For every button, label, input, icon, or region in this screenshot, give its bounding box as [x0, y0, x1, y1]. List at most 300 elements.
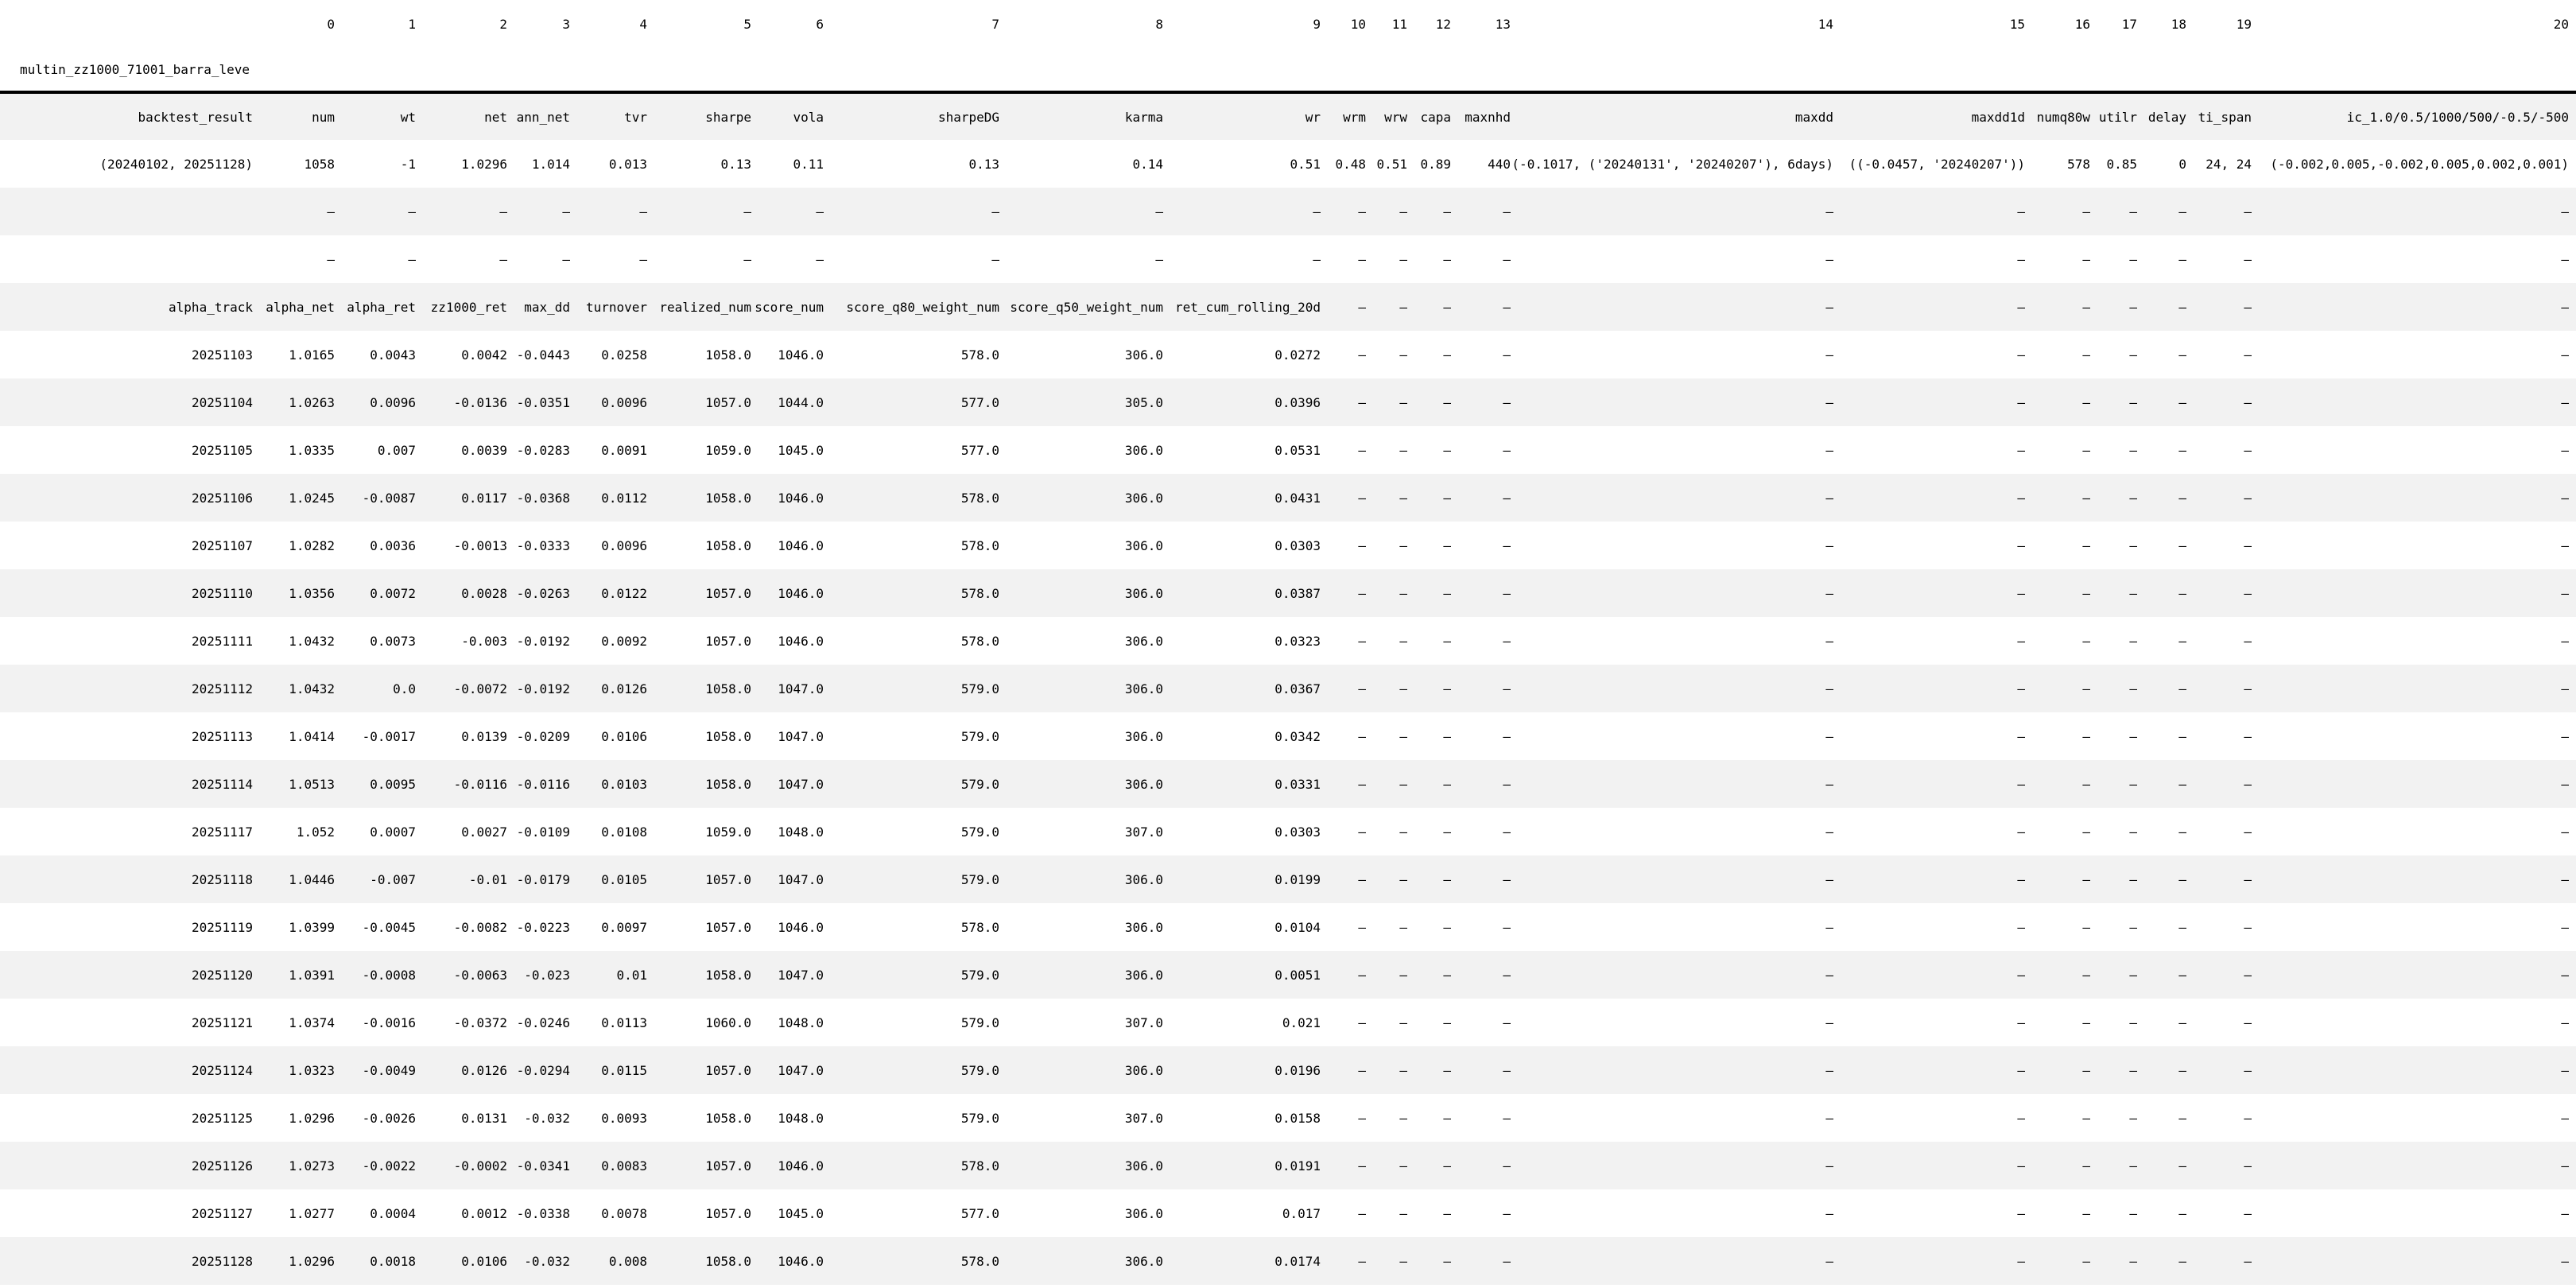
- table-cell: -0.0049: [335, 1046, 416, 1094]
- table-cell: —: [1366, 760, 1407, 808]
- table-cell: vola: [751, 92, 824, 140]
- table-cell: —: [2090, 188, 2137, 235]
- table-cell: —: [2252, 665, 2576, 712]
- table-cell: 0.007: [377, 442, 416, 458]
- row-index-cell: 20251117: [191, 824, 253, 840]
- column-number: 13: [1495, 16, 1511, 32]
- table-cell: —: [1833, 188, 2025, 235]
- table-cell: —: [2082, 347, 2090, 363]
- table-cell: —: [1443, 1110, 1451, 1126]
- table-cell: capa: [1407, 92, 1451, 140]
- table-cell: 0.0196: [1163, 1046, 1321, 1094]
- table-cell: 0.0004: [370, 1205, 416, 1221]
- table-cell: -0.0192: [507, 665, 570, 712]
- table-cell: -0.007: [335, 855, 416, 903]
- table-cell: 306.0: [1124, 728, 1163, 744]
- table-cell: 0.0367: [1163, 665, 1321, 712]
- table-cell: —: [2244, 251, 2252, 267]
- table-cell: —: [2561, 347, 2569, 363]
- row-index-cell: 20251126: [0, 1142, 253, 1189]
- table-cell: —: [2178, 347, 2186, 363]
- table-cell: 0.89: [1420, 156, 1451, 172]
- table-cell: —: [1511, 951, 1833, 999]
- table-cell: —: [2186, 1142, 2252, 1189]
- table-cell: 0.01: [570, 951, 647, 999]
- table-cell: —: [1321, 951, 1366, 999]
- table-cell: wr: [1163, 92, 1321, 140]
- table-cell: 0.0095: [335, 760, 416, 808]
- table-cell: —: [2178, 1205, 2186, 1221]
- table-cell: —: [2178, 1110, 2186, 1126]
- table-cell: —: [2186, 760, 2252, 808]
- table-cell: —: [2017, 919, 2025, 935]
- table-cell: —: [253, 188, 335, 235]
- table-cell: —: [2178, 537, 2186, 553]
- table-cell: —: [2090, 855, 2137, 903]
- table-row: [0, 378, 2576, 426]
- table-cell: wt: [335, 92, 416, 140]
- table-cell: —: [816, 251, 824, 267]
- table-cell: -0.0294: [507, 1046, 570, 1094]
- table-cell: —: [2025, 1142, 2090, 1189]
- table-cell: —: [1503, 347, 1511, 363]
- table-cell: —: [2129, 1014, 2137, 1030]
- table-cell: —: [2017, 347, 2025, 363]
- table-cell: -0.0372: [453, 1014, 507, 1030]
- table-cell: —: [1511, 188, 1833, 235]
- table-cell: (-0.002,0.005,-0.002,0.005,0.002,0.001): [2270, 156, 2569, 172]
- table-cell: —: [1511, 1237, 1833, 1285]
- column-number: 15: [2009, 16, 2025, 32]
- table-cell: 0.48: [1335, 156, 1366, 172]
- table-cell: —: [2252, 569, 2576, 617]
- table-cell: 0.0027: [461, 824, 507, 840]
- table-cell: —: [2090, 665, 2137, 712]
- table-cell: —: [1825, 1205, 1833, 1221]
- table-cell: —: [1511, 474, 1833, 522]
- table-cell: —: [1399, 537, 1407, 553]
- table-cell: —: [1399, 633, 1407, 649]
- table-cell: —: [1399, 1205, 1407, 1221]
- table-cell: —: [1833, 665, 2025, 712]
- column-number: 12: [1435, 16, 1451, 32]
- table-cell: —: [2025, 188, 2090, 235]
- table-cell: —: [1511, 760, 1833, 808]
- table-cell: —: [1503, 633, 1511, 649]
- table-cell: —: [1366, 1046, 1407, 1094]
- table-cell: —: [2178, 824, 2186, 840]
- table-row: [0, 426, 2576, 474]
- table-row: [0, 760, 2576, 808]
- table-cell: —: [1825, 824, 1833, 840]
- table-cell: —: [1503, 442, 1511, 458]
- table-cell: —: [2252, 855, 2576, 903]
- table-cell: —: [2129, 347, 2137, 363]
- table-cell: 579.0: [824, 1046, 999, 1094]
- table-cell: 0.0431: [1163, 474, 1321, 522]
- table-cell: -0.0136: [416, 378, 507, 426]
- table-row: [0, 569, 2576, 617]
- table-cell: sharpe: [647, 92, 751, 140]
- table-cell: —: [2186, 1046, 2252, 1094]
- table-cell: —: [1399, 347, 1407, 363]
- table-cell: score_q80_weight_num: [824, 283, 999, 331]
- table-cell: 1046.0: [751, 1142, 824, 1189]
- table-cell: 0.0199: [1163, 855, 1321, 903]
- table-cell: 306.0: [999, 855, 1163, 903]
- table-cell: —: [2561, 919, 2569, 935]
- table-cell: 1057.0: [647, 1142, 751, 1189]
- table-cell: —: [1358, 251, 1366, 267]
- table-cell: —: [1407, 1046, 1451, 1094]
- table-cell: -0.0116: [507, 760, 570, 808]
- table-cell: —: [2244, 1205, 2252, 1221]
- table-row: [0, 331, 2576, 378]
- table-row: [0, 1046, 2576, 1094]
- table-cell: 0.11: [793, 156, 824, 172]
- table-cell: —: [2244, 919, 2252, 935]
- table-cell: 579.0: [824, 951, 999, 999]
- table-cell: 24, 24: [2206, 156, 2252, 172]
- table-cell: —: [1451, 378, 1511, 426]
- table-cell: —: [1511, 283, 1833, 331]
- table-cell: —: [499, 251, 507, 267]
- table-cell: —: [2137, 474, 2186, 522]
- table-cell: —: [2090, 760, 2137, 808]
- table-cell: —: [1443, 537, 1451, 553]
- table-cell: 0.0126: [570, 665, 647, 712]
- table-cell: 578.0: [960, 633, 999, 649]
- table-cell: —: [1321, 188, 1366, 235]
- table-cell: —: [2025, 474, 2090, 522]
- table-cell: -0.032: [524, 1110, 570, 1126]
- table-cell: 0.021: [1282, 1014, 1321, 1030]
- table-cell: 0.51: [1290, 156, 1321, 172]
- table-cell: —: [2129, 251, 2137, 267]
- table-cell: ic_1.0/0.5/1000/500/-0.5/-500: [2252, 92, 2576, 140]
- table-cell: 440: [1488, 156, 1511, 172]
- table-cell: —: [2137, 665, 2186, 712]
- table-cell: —: [1366, 951, 1407, 999]
- table-cell: —: [1358, 633, 1366, 649]
- table-cell: —: [2186, 665, 2252, 712]
- table-cell: 0.0396: [1163, 378, 1321, 426]
- table-cell: —: [2252, 474, 2576, 522]
- table-cell: 1057.0: [705, 633, 751, 649]
- table-cell: —: [824, 188, 999, 235]
- table-cell: -0.0192: [516, 633, 570, 649]
- table-cell: —: [1443, 633, 1451, 649]
- table-cell: num: [253, 92, 335, 140]
- table-cell: 306.0: [1124, 919, 1163, 935]
- table-cell: -0.0002: [416, 1142, 507, 1189]
- table-cell: —: [2186, 1237, 2252, 1285]
- table-cell: —: [1321, 378, 1366, 426]
- table-cell: —: [2082, 919, 2090, 935]
- table-cell: —: [2252, 283, 2576, 331]
- table-cell: -0.0082: [453, 919, 507, 935]
- table-cell: 1057.0: [705, 919, 751, 935]
- row-index-cell: 20251119: [191, 919, 253, 935]
- table-cell: -0.0263: [507, 569, 570, 617]
- table-cell: 0.0091: [601, 442, 647, 458]
- table-cell: 0.017: [1282, 1205, 1321, 1221]
- table-cell: 0.0028: [416, 569, 507, 617]
- table-cell: 0.013: [608, 156, 647, 172]
- table-cell: 577.0: [960, 1205, 999, 1221]
- table-cell: 0.0039: [461, 442, 507, 458]
- table-cell: —: [1321, 569, 1366, 617]
- table-cell: —: [1407, 188, 1451, 235]
- table-row: [0, 283, 2576, 331]
- table-cell: —: [562, 251, 570, 267]
- row-index-cell: (20240102, 20251128): [99, 156, 253, 172]
- table-cell: —: [1511, 1046, 1833, 1094]
- column-number: 16: [2074, 16, 2090, 32]
- row-index-cell: 20251114: [0, 760, 253, 808]
- column-number: 7: [991, 16, 999, 32]
- table-cell: tvr: [570, 92, 647, 140]
- table-cell: 578.0: [824, 569, 999, 617]
- table-cell: —: [2137, 283, 2186, 331]
- table-cell: —: [2137, 1142, 2186, 1189]
- row-index-cell: alpha_track: [0, 283, 253, 331]
- column-number: 14: [1818, 16, 1833, 32]
- column-number: 0: [327, 16, 335, 32]
- table-cell: 306.0: [1124, 442, 1163, 458]
- table-cell: 1047.0: [751, 855, 824, 903]
- table-cell: maxdd: [1511, 92, 1833, 140]
- table-cell: —: [2186, 951, 2252, 999]
- table-cell: —: [2252, 378, 2576, 426]
- table-cell: 1.0356: [253, 569, 335, 617]
- table-cell: utilr: [2090, 92, 2137, 140]
- table-cell: —: [2178, 251, 2186, 267]
- table-cell: alpha_net: [253, 283, 335, 331]
- table-cell: 0.13: [720, 156, 751, 172]
- table-cell: —: [2137, 1046, 2186, 1094]
- table-cell: —: [1321, 855, 1366, 903]
- table-cell: -0.0223: [516, 919, 570, 935]
- table-row: [0, 522, 2576, 569]
- row-index-cell: 20251110: [0, 569, 253, 617]
- table-cell: —: [2025, 283, 2090, 331]
- table-cell: —: [1833, 951, 2025, 999]
- table-cell: 1.0273: [253, 1142, 335, 1189]
- row-index-cell: 20251104: [0, 378, 253, 426]
- row-index-cell: 20251125: [191, 1110, 253, 1126]
- table-cell: 1057.0: [647, 378, 751, 426]
- table-cell: 1.0399: [289, 919, 335, 935]
- table-cell: —: [2244, 633, 2252, 649]
- row-index-cell: [0, 188, 253, 235]
- table-cell: —: [2082, 442, 2090, 458]
- table-cell: 0.0113: [601, 1014, 647, 1030]
- table-cell: —: [1451, 188, 1511, 235]
- table-cell: -1: [400, 156, 416, 172]
- table-cell: 1046.0: [751, 474, 824, 522]
- table-cell: 577.0: [824, 378, 999, 426]
- table-cell: —: [1407, 951, 1451, 999]
- column-number: 17: [2121, 16, 2137, 32]
- table-cell: —: [2178, 633, 2186, 649]
- table-cell: —: [1833, 283, 2025, 331]
- table-cell: —: [2186, 855, 2252, 903]
- table-cell: 1.0245: [253, 474, 335, 522]
- table-cell: 0.0096: [335, 378, 416, 426]
- table-cell: —: [1366, 665, 1407, 712]
- table-cell: —: [1443, 919, 1451, 935]
- table-cell: 306.0: [1124, 537, 1163, 553]
- table-cell: —: [2025, 569, 2090, 617]
- table-cell: —: [1399, 251, 1407, 267]
- column-number: 19: [2236, 16, 2252, 32]
- table-cell: 1058.0: [647, 665, 751, 712]
- table-cell: -0.0116: [416, 760, 507, 808]
- table-cell: 0.0106: [416, 1237, 507, 1285]
- table-row: [0, 92, 2576, 140]
- table-cell: —: [1451, 1237, 1511, 1285]
- table-cell: —: [2244, 1014, 2252, 1030]
- table-cell: 1048.0: [778, 824, 824, 840]
- table-cell: 579.0: [824, 760, 999, 808]
- table-cell: 1047.0: [778, 728, 824, 744]
- table-cell: wrw: [1366, 92, 1407, 140]
- table-cell: —: [2017, 728, 2025, 744]
- table-cell: —: [2244, 442, 2252, 458]
- table-cell: —: [1407, 569, 1451, 617]
- row-index-cell: 20251105: [191, 442, 253, 458]
- table-cell: —: [1451, 951, 1511, 999]
- table-cell: —: [2137, 951, 2186, 999]
- table-cell: —: [416, 188, 507, 235]
- table-cell: realized_num: [647, 283, 751, 331]
- table-cell: —: [2082, 1205, 2090, 1221]
- table-cell: -0.0351: [507, 378, 570, 426]
- table-cell: —: [2090, 951, 2137, 999]
- table-cell: -0.0209: [516, 728, 570, 744]
- table-cell: 0: [2178, 156, 2186, 172]
- table-cell: —: [1313, 251, 1321, 267]
- table-cell: —: [2017, 442, 2025, 458]
- table-cell: 0.0303: [1274, 537, 1321, 553]
- table-cell: 579.0: [960, 1110, 999, 1126]
- table-cell: 0.0174: [1163, 1237, 1321, 1285]
- table-cell: 0.0012: [461, 1205, 507, 1221]
- table-cell: -0.0008: [335, 951, 416, 999]
- table-cell: —: [1358, 537, 1366, 553]
- table-cell: —: [1503, 1014, 1511, 1030]
- column-number: 1: [408, 16, 416, 32]
- table-cell: 0.0007: [370, 824, 416, 840]
- table-cell: 0.0073: [370, 633, 416, 649]
- row-index-cell: 20251113: [191, 728, 253, 744]
- table-cell: 579.0: [824, 665, 999, 712]
- table-cell: —: [2129, 442, 2137, 458]
- row-index-cell: 20251121: [191, 1014, 253, 1030]
- table-cell: —: [2017, 824, 2025, 840]
- table-cell: ti_span: [2186, 92, 2252, 140]
- table-cell: —: [2244, 537, 2252, 553]
- table-cell: —: [1451, 760, 1511, 808]
- table-cell: —: [1321, 760, 1366, 808]
- table-cell: 306.0: [999, 474, 1163, 522]
- table-cell: —: [1407, 855, 1451, 903]
- table-cell: net: [416, 92, 507, 140]
- table-cell: —: [2025, 1237, 2090, 1285]
- table-cell: —: [1511, 1142, 1833, 1189]
- table-cell: —: [1358, 728, 1366, 744]
- table-cell: —: [2129, 728, 2137, 744]
- table-cell: sharpeDG: [824, 92, 999, 140]
- table-cell: —: [1503, 824, 1511, 840]
- table-cell: 0.0139: [461, 728, 507, 744]
- table-cell: 578: [2067, 156, 2090, 172]
- table-cell: —: [507, 188, 570, 235]
- table-cell: ret_cum_rolling_20d: [1163, 283, 1321, 331]
- table-cell: —: [1511, 665, 1833, 712]
- table-cell: 307.0: [1124, 1110, 1163, 1126]
- table-cell: —: [2137, 188, 2186, 235]
- table-cell: —: [1399, 442, 1407, 458]
- column-number: 6: [816, 16, 824, 32]
- table-cell: maxnhd: [1451, 92, 1511, 140]
- table-cell: 0.0093: [601, 1110, 647, 1126]
- table-cell: —: [1451, 474, 1511, 522]
- table-cell: 1.014: [531, 156, 570, 172]
- table-cell: -0.0283: [516, 442, 570, 458]
- table-cell: —: [2025, 951, 2090, 999]
- table-cell: 0.0018: [335, 1237, 416, 1285]
- table-cell: 1058.0: [647, 474, 751, 522]
- table-cell: -0.0017: [362, 728, 416, 744]
- table-cell: —: [1321, 1142, 1366, 1189]
- table-cell: -0.0246: [516, 1014, 570, 1030]
- table-cell: 0.0158: [1274, 1110, 1321, 1126]
- table-cell: —: [1407, 1142, 1451, 1189]
- table-cell: —: [1358, 919, 1366, 935]
- table-cell: —: [2244, 824, 2252, 840]
- column-number: 4: [639, 16, 647, 32]
- table-cell: —: [2090, 569, 2137, 617]
- table-cell: —: [1833, 855, 2025, 903]
- table-cell: —: [1407, 1237, 1451, 1285]
- table-cell: —: [2244, 347, 2252, 363]
- table-cell: 578.0: [960, 919, 999, 935]
- table-row: [0, 951, 2576, 999]
- table-cell: 0.0072: [335, 569, 416, 617]
- table-cell: —: [2129, 1205, 2137, 1221]
- table-cell: —: [2017, 537, 2025, 553]
- table-cell: 1060.0: [705, 1014, 751, 1030]
- table-cell: —: [2561, 251, 2569, 267]
- column-number: 20: [2553, 16, 2569, 32]
- table-cell: —: [2090, 1142, 2137, 1189]
- table-cell: —: [2561, 824, 2569, 840]
- table-cell: —: [2090, 1046, 2137, 1094]
- table-cell: 1046.0: [751, 569, 824, 617]
- table-cell: —: [1825, 1110, 1833, 1126]
- table-cell: —: [1443, 824, 1451, 840]
- table-cell: 578.0: [824, 1237, 999, 1285]
- table-cell: 579.0: [960, 1014, 999, 1030]
- table-cell: —: [2137, 569, 2186, 617]
- table-cell: —: [2186, 188, 2252, 235]
- table-cell: —: [2082, 1110, 2090, 1126]
- table-cell: —: [2561, 537, 2569, 553]
- row-index-cell: 20251128: [0, 1237, 253, 1285]
- table-cell: 579.0: [824, 855, 999, 903]
